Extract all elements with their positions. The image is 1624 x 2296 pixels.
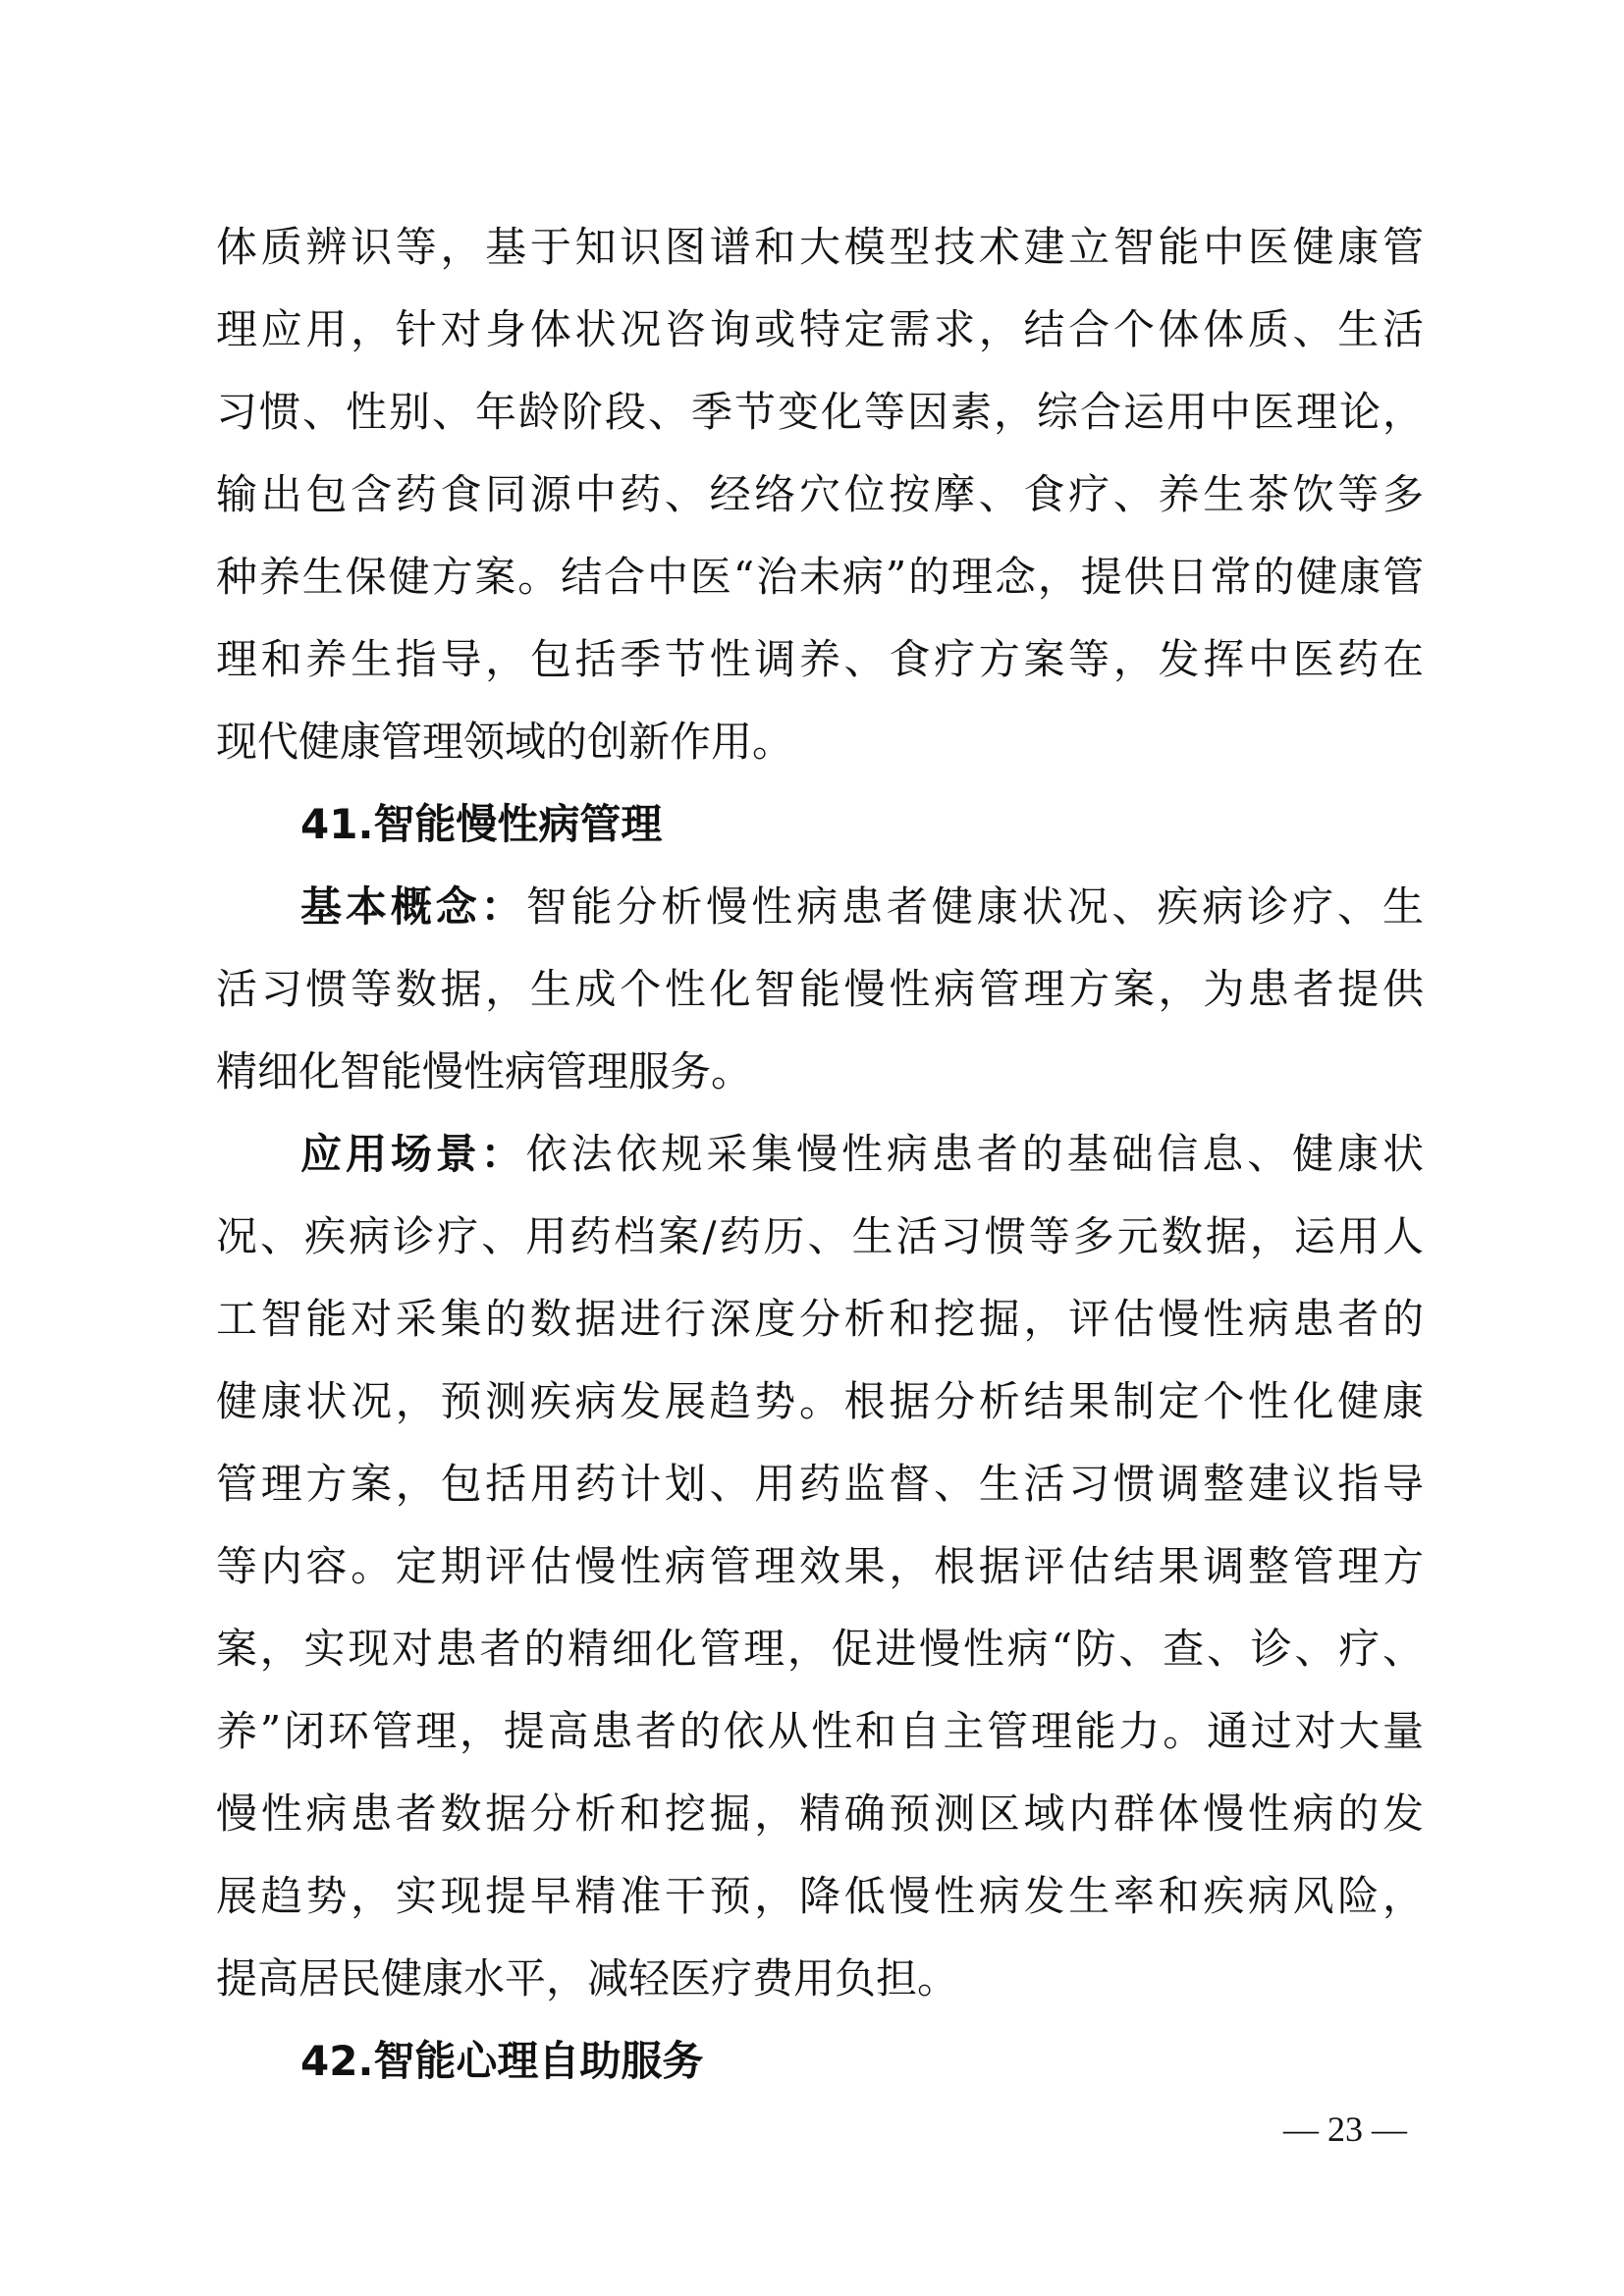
paragraph-line: 提高居民健康水平，减轻医疗费用负担。 <box>216 1954 959 2002</box>
paragraph-line: 种养生保健方案。结合中医“治未病”的理念，提供日常的健康管 <box>216 553 1424 601</box>
paragraph-line: 况、疾病诊疗、用药档案/药历、生活习惯等多元数据，运用人 <box>216 1212 1424 1260</box>
concept-text: 智能分析慢性病患者健康状况、疾病诊疗、生 <box>525 882 1424 931</box>
section-heading-41: 41.智能慢性病管理 <box>300 800 663 848</box>
paragraph-line: 等内容。定期评估慢性病管理效果，根据评估结果调整管理方 <box>216 1542 1424 1590</box>
scenario-text: 依法依规采集慢性病患者的基础信息、健康状 <box>525 1130 1424 1178</box>
paragraph-line: 理和养生指导，包括季节性调养、食疗方案等，发挥中医药在 <box>216 635 1424 683</box>
paragraph-line: 养”闭环管理，提高患者的依从性和自主管理能力。通过对大量 <box>216 1707 1424 1755</box>
paragraph-line: 慢性病患者数据分析和挖掘，精确预测区域内群体慢性病的发 <box>216 1789 1424 1838</box>
section-heading-42: 42.智能心理自助服务 <box>300 2037 704 2085</box>
paragraph-line: 工智能对采集的数据进行深度分析和挖掘，评估慢性病患者的 <box>216 1295 1424 1343</box>
paragraph-line: 展趋势，实现提早精准干预，降低慢性病发生率和疾病风险， <box>216 1872 1424 1920</box>
paragraph-line: 习惯、性别、年龄阶段、季节变化等因素，综合运用中医理论， <box>216 388 1424 436</box>
paragraph-line: 活习惯等数据，生成个性化智能慢性病管理方案，为患者提供 <box>216 965 1424 1013</box>
paragraph-line: 精细化智能慢性病管理服务。 <box>216 1047 753 1095</box>
concept-first-line <box>300 866 1424 948</box>
concept-label: 基本概念： <box>300 882 526 931</box>
paragraph-line: 健康状况，预测疾病发展趋势。根据分析结果制定个性化健康 <box>216 1377 1424 1425</box>
paragraph-line: 管理方案，包括用药计划、用药监督、生活习惯调整建议指导 <box>216 1460 1424 1508</box>
paragraph-line: 案，实现对患者的精细化管理，促进慢性病“防、查、诊、疗、 <box>216 1625 1424 1673</box>
paragraph-line: 现代健康管理领域的创新作用。 <box>216 718 794 766</box>
paragraph-line: 输出包含药食同源中药、经络穴位按摩、食疗、养生茶饮等多 <box>216 470 1424 518</box>
paragraph-line: 理应用，针对身体状况咨询或特定需求，结合个体体质、生活 <box>216 305 1424 353</box>
scenario-label: 应用场景： <box>300 1130 526 1178</box>
page-number: — 23 — <box>1283 2109 1407 2149</box>
scenario-first-line <box>300 1113 1424 1196</box>
paragraph-line: 体质辨识等，基于知识图谱和大模型技术建立智能中医健康管 <box>216 223 1424 271</box>
